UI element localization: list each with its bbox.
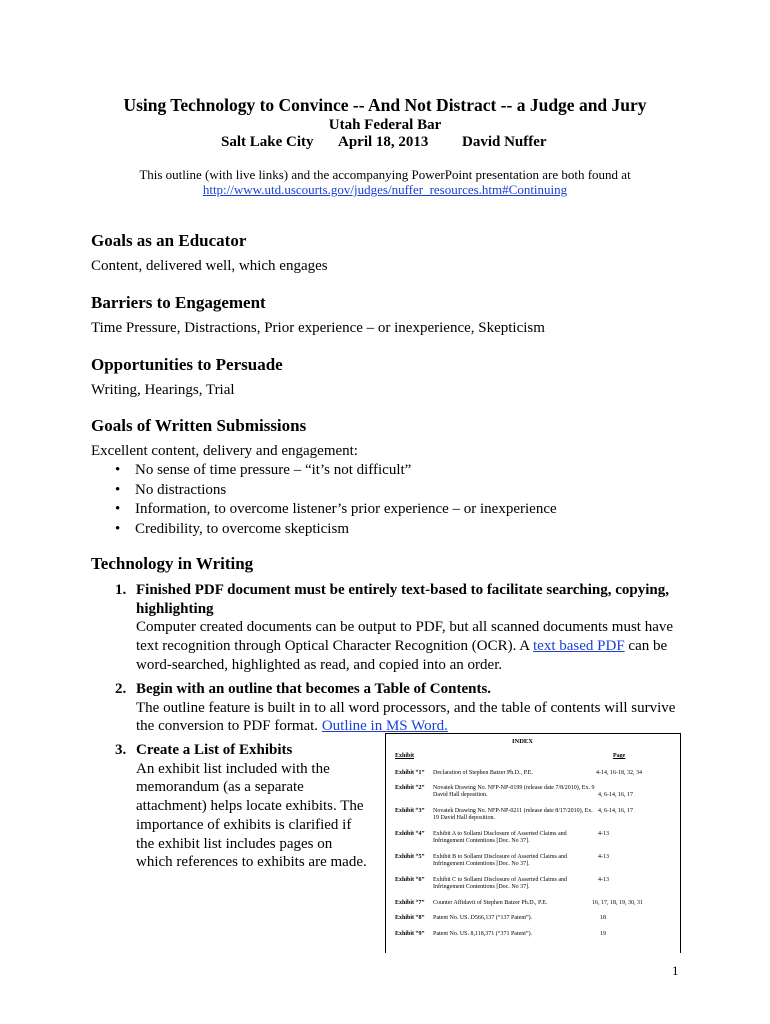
- item-3-text-line: attachment) helps locate exhibits. The: [136, 798, 364, 815]
- item-3-text-line: the exhibit list includes pages on: [136, 835, 333, 852]
- item-number: 3.: [115, 742, 127, 758]
- item-3-title: Create a List of Exhibits: [136, 742, 293, 758]
- item-3-text-line: memorandum (as a separate: [136, 779, 304, 796]
- bullet-icon: •: [115, 481, 121, 498]
- list-item: • Credibility, to overcome skepticism: [106, 520, 557, 540]
- list-item: • Information, to overcome listener’s prior experience – or inexperience: [106, 500, 557, 520]
- item-2-block: [136, 680, 675, 736]
- resources-link[interactable]: http://www.utd.uscourts.gov/judges/nuffer_resources.htm#Continuing: [202, 182, 568, 197]
- text-written-intro: Excellent content, delivery and engagement:: [91, 443, 358, 459]
- item-3-text-line: An exhibit list included with the: [136, 760, 330, 777]
- heading-technology-writing: Technology in Writing: [91, 554, 254, 573]
- heading-barriers: Barriers to Engagement: [91, 293, 266, 312]
- heading-opportunities: Opportunities to Persuade: [91, 355, 283, 374]
- item-1-text-line2: text recognition through Optical Character Recognition (OCR). A text based PDF can be: [136, 638, 668, 655]
- text-opportunities: Writing, Hearings, Trial: [91, 382, 235, 398]
- written-goals-list: [106, 461, 557, 539]
- index-col-page: Page: [613, 753, 626, 759]
- item-1-text-line1: Computer created documents can be output to PDF, but all scanned documents must have: [136, 619, 674, 636]
- heading-goals-educator: Goals as an Educator: [91, 231, 247, 250]
- organization: Utah Federal Bar: [328, 117, 442, 133]
- bullet-icon: •: [115, 501, 121, 517]
- item-number: 2.: [115, 681, 127, 697]
- item-1-text-line3: word-searched, highlighted as read, and copied into an order.: [136, 656, 503, 673]
- event-city: Salt Lake City: [221, 134, 314, 150]
- list-item: • No sense of time pressure – “it’s not difficult”: [106, 461, 557, 481]
- resources-note: This outline (with live links) and the accompanying PowerPoint presentation are both found at: [139, 167, 631, 182]
- item-2-text-line2: the conversion to PDF format. Outline in MS Word.: [136, 718, 448, 735]
- bullet-icon: •: [115, 520, 121, 537]
- item-3-text-line: which references to exhibits are made.: [136, 854, 367, 871]
- event-date: April 18, 2013: [338, 134, 429, 150]
- index-col-exhibit: Exhibit: [395, 753, 415, 759]
- outline-ms-word-link[interactable]: Outline in MS Word.: [321, 718, 448, 735]
- index-title: INDEX: [512, 738, 533, 745]
- item-1-title-line1: Finished PDF document must be entirely text-based to facilitate searching, copying,: [136, 582, 670, 598]
- exhibit-index-image: INDEX Exhibit Page Exhibit “1” Declaration of Stephen Batzer Ph.D., P.E. 4-14, 16-18, 32, 34 Exhibit “2” Novatek Drawing No. NFP-NP-0199 (release date 7/8/2010), Ex. 9 David Hall deposition. 4, 6-14, 16, 17 Exhibit “3” Novatek Drawing No. NFP-NP-0211 (release date 8/17/2010), Ex. 19 David Hall deposition. 4, 6-14, 16, 17 Exhibit “4” Exhibit A to Sollami Disclosure of Asserted Claims and Infringement Contentions [Doc. No 37]. 4-13 Exhibit “5” Exhibit B to Sollami Disclosure of Asserted Claims and Infringement Contentions [Doc. No 37]. 4-13 Exhibit “6” Exhibit C to Sollami Disclosure of Asserted Claims and Infringement Contentions [Doc. No 37]. 4-13 Exhibit “7” Counter Affidavit of Stephen Batzer Ph.D., P.E. 16, 17, 18, 19, 30, 31 Exhibit “8” Patent No. US. D566,137 (“137 Patent”). 18 Exhibit “9” Patent No. US. 8,118,371 (“371 Patent”). 19: [385, 733, 681, 953]
- text-barriers: Time Pressure, Distractions, Prior experience – or inexperience, Skepticism: [91, 320, 545, 336]
- list-item: • No distractions: [106, 481, 557, 501]
- text-based-pdf-link[interactable]: text based PDF: [533, 638, 625, 655]
- text-goals-educator: Content, delivered well, which engages: [91, 258, 328, 274]
- page-number: 1: [672, 963, 679, 978]
- item-1-block: [136, 581, 673, 675]
- document-title: Using Technology to Convince -- And Not Distract -- a Judge and Jury: [123, 95, 647, 115]
- item-1-title-line2: highlighting: [136, 600, 214, 617]
- item-number: 1.: [115, 582, 127, 598]
- item-2-text-line1: The outline feature is built in to all word processors, and the table of contents will survive: [136, 699, 676, 716]
- item-3-text-line: importance of exhibits is clarified if: [136, 816, 352, 833]
- author-name: David Nuffer: [462, 134, 547, 150]
- bullet-icon: •: [115, 462, 121, 478]
- heading-written-submissions: Goals of Written Submissions: [91, 416, 307, 435]
- item-3-block: [136, 741, 367, 872]
- item-2-title: Begin with an outline that becomes a Table of Contents.: [136, 681, 492, 697]
